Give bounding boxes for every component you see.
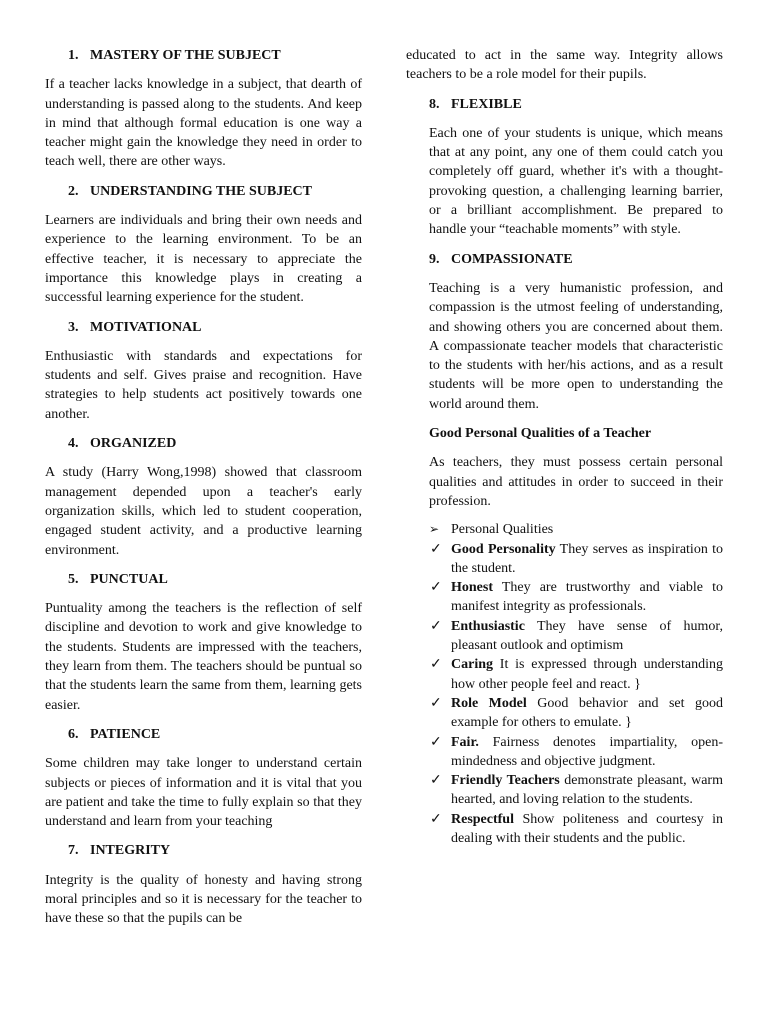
section-paragraph-patience: Some children may take longer to understand certain subjects or pieces of information and it is vital that you are patient and take the time to fully explain so that they understand and learn from your teaching — [45, 756, 362, 830]
quality-term: Friendly Teachers — [451, 773, 560, 789]
section-number: 8. — [429, 96, 440, 112]
quality-item-respectful — [428, 810, 723, 849]
section-number: 7. — [68, 843, 79, 859]
quality-description: demonstrate pleasant, warm hearted, and loving relation to the students. — [451, 773, 723, 808]
section-paragraph-motivational: Enthusiastic with standards and expectations for students and self. Gives praise and recognition. Have strategies to help students act positively towards one another. — [45, 348, 362, 422]
section-paragraph-integrity: Integrity is the quality of honesty and having strong moral principles and so it is necessary for the teacher to have these so that the pupils can be — [45, 872, 362, 927]
section-heading-patience — [68, 725, 362, 744]
checkmark-icon: ✓ — [430, 580, 442, 596]
quality-item-good-personality — [428, 540, 723, 579]
quality-item-fair — [428, 733, 723, 772]
section-heading-motivational — [68, 318, 362, 337]
qualities-intro: As teachers, they must possess certain personal qualities and attitudes in order to succeed in their profession. — [429, 455, 723, 509]
section-heading-organized — [68, 434, 362, 453]
checkmark-icon: ✓ — [430, 773, 442, 789]
arrow-bullet-icon: ➢ — [429, 522, 440, 537]
section-title: MOTIVATIONAL — [90, 319, 202, 335]
section-title: PUNCTUAL — [90, 571, 168, 587]
section-heading-punctual — [68, 570, 362, 589]
section-title: UNDERSTANDING THE SUBJECT — [90, 183, 312, 199]
right-column — [406, 46, 723, 848]
integrity-continuation: educated to act in the same way. Integrity allows teachers to be a role model for their pupils. — [406, 48, 723, 83]
quality-term: Good Personality — [451, 541, 556, 557]
section-paragraph-organized: A study (Harry Wong,1998) showed that classroom management depended upon a teacher's early organization skills, which led to student cooperation, engaged student activity, and a productive learning environment. — [45, 465, 362, 558]
qualities-checklist — [428, 540, 723, 849]
section-paragraph-mastery: If a teacher lacks knowledge in a subject, that dearth of understanding is passed along to the students. And keep in mind that although formal education is one way a teacher might gain the knowledge they need in order to teach well, there are other ways. — [45, 77, 362, 170]
section-title: PATIENCE — [90, 726, 161, 742]
section-number: 5. — [68, 571, 79, 587]
quality-term: Honest — [451, 580, 493, 596]
left-column — [45, 46, 362, 929]
quality-term: Role Model — [451, 695, 527, 711]
section-heading-mastery — [68, 46, 362, 65]
section-number: 2. — [68, 183, 79, 199]
list-heading-item — [429, 520, 723, 539]
quality-description: Good behavior and set good example for others to emulate. } — [451, 695, 723, 731]
quality-term: Enthusiastic — [451, 618, 525, 634]
personal-qualities-list — [429, 520, 723, 539]
section-paragraph-punctual: Puntuality among the teachers is the reflection of self discipline and devotion to work and give knowledge to the students. Students are impressed with the teachers, they learn from them. The teachers should be puntual so that the students learn the same from them, learning gets easier. — [45, 601, 362, 713]
quality-description: They have sense of humor, pleasant outlook and optimism — [451, 618, 723, 654]
section-number: 4. — [68, 436, 79, 452]
section-title: ORGANIZED — [90, 436, 177, 452]
section-heading-integrity — [68, 841, 362, 860]
section-heading-compassionate — [429, 250, 723, 269]
quality-description: Fairness denotes impartiality, open-mindedness and objective judgment. — [451, 734, 723, 769]
checkmark-icon: ✓ — [430, 811, 442, 827]
quality-description: They are trustworthy and viable to manifest integrity as professionals. — [451, 580, 723, 615]
section-number: 6. — [68, 726, 79, 742]
qualities-heading: Good Personal Qualities of a Teacher — [429, 426, 652, 442]
section-number: 9. — [429, 251, 440, 267]
section-title: COMPASSIONATE — [451, 251, 573, 267]
section-title: INTEGRITY — [90, 843, 171, 859]
checkmark-icon: ✓ — [430, 734, 442, 750]
section-heading-understanding — [68, 182, 362, 201]
checkmark-icon: ✓ — [430, 541, 442, 557]
section-heading-flexible — [429, 95, 723, 114]
quality-item-enthusiastic — [428, 617, 723, 656]
section-title: FLEXIBLE — [451, 96, 522, 112]
quality-description: They serves as inspiration to the student. — [451, 541, 723, 576]
list-heading: Personal Qualities — [451, 522, 554, 538]
checkmark-icon: ✓ — [430, 618, 442, 634]
checkmark-icon: ✓ — [430, 657, 442, 673]
section-title: MASTERY OF THE SUBJECT — [90, 48, 281, 63]
section-number: 3. — [68, 319, 79, 335]
checkmark-icon: ✓ — [430, 695, 442, 711]
section-paragraph-flexible: Each one of your students is unique, which means that at any point, any one of them could catch you completely off guard, whether it's with a thought-provoking question, a challenging learning barrier, or a brilliant accomplishment. Be prepared to handle your “teachable moments” with style. — [429, 125, 723, 238]
quality-item-honest — [428, 578, 723, 617]
quality-item-caring — [428, 655, 723, 694]
quality-term: Respectful — [451, 811, 514, 827]
section-paragraph-compassionate: Teaching is a very humanistic profession, and compassion is the utmost feeling of understanding, and showing others you are concerned about them. A compassionate teacher models that characteristic to the students with her/his actions, and as a result students will be more open to understanding the world around them. — [429, 280, 723, 412]
quality-item-friendly-teachers — [428, 771, 723, 810]
quality-item-role-model — [428, 694, 723, 733]
quality-term: Fair. — [451, 734, 479, 750]
quality-description: Show politeness and courtesy in dealing with their students and the public. — [451, 811, 723, 846]
quality-description: It is expressed through understanding how other people feel and react. } — [451, 657, 723, 692]
section-paragraph-understanding: Learners are individuals and bring their own needs and experience to the learning environment. To be an effective teacher, it is necessary to appreciate the importance this knowledge plays in creating a successful learning experience for the student. — [45, 213, 362, 306]
section-number: 1. — [68, 48, 79, 63]
quality-term: Caring — [451, 657, 493, 673]
